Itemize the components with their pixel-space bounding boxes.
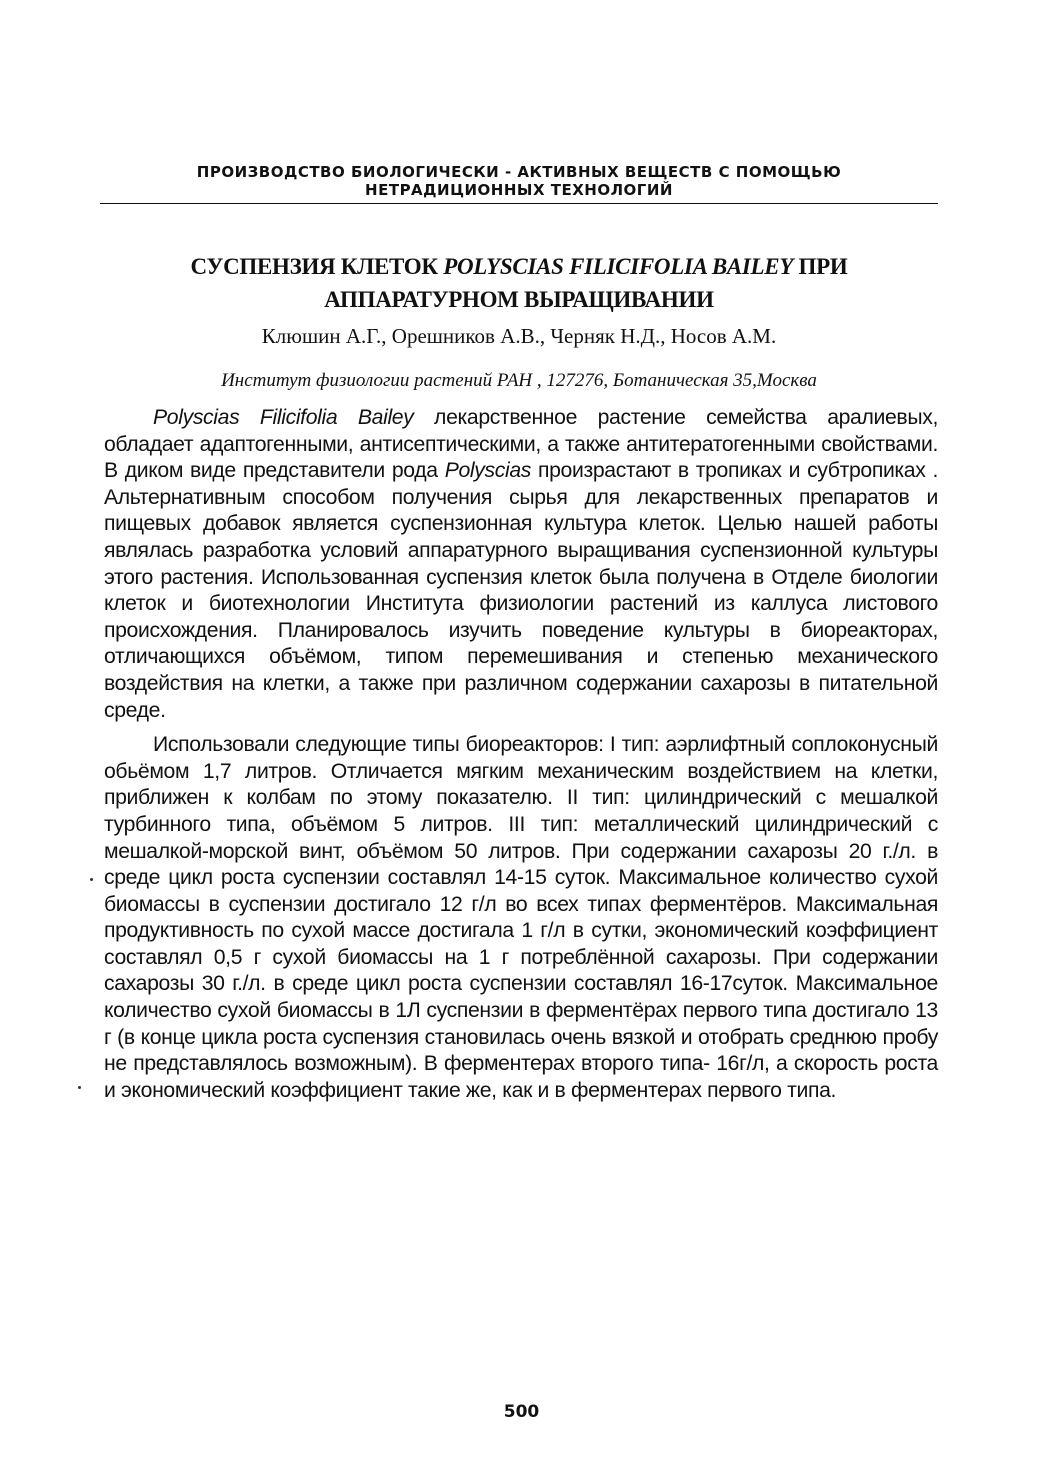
running-header-line-1: ПРОИЗВОДСТВО БИОЛОГИЧЕСКИ - АКТИВНЫХ ВЕЩЕСТВ С ПОМОЩЬЮ [196,163,842,181]
paragraph-2: Использовали следующие типы биореакторов: I тип: аэрлифтный соплоконусный обьёмом 1,7 литров. Отличается мягким механическим воздействием на клетки, приближен к колбам по этому показателю. II тип: цилиндрический с мешалкой турбинного типа, объёмом 5 литров. III тип: металлический цилиндрический с мешалкой-морской винт, объёмом 50 литров. При содержании сахарозы 20 г./л. в среде цикл роста суспензии составлял 14-15 суток. Максимальное количество сухой биомассы в суспензии достигало 12 г/л во всех типах ферментёров. Максимальная продуктивность по сухой массе достигала 1 г/л в сутки, экономический коэффициент составлял 0,5 г сухой биомассы на 1 г потреблённой сахарозы. При содержании сахарозы 30 г./л. в среде цикл роста суспензии составлял 16-17суток. Максимальное количество сухой биомассы в 1Л суспензии в ферментёрах первого типа достигало 13 г (в конце цикла роста суспензия становилась очень вязкой и отобрать среднюю пробу не представлялось возможным). В ферментерах второго типа- 16г/л, а скорость роста и экономический коэффициент такие же, как и в ферментерах первого типа. [104,733,938,1102]
scan-speck [90,878,93,881]
header-divider [100,203,938,204]
running-header-line-2: НЕТРАДИЦИОННЫХ ТЕХНОЛОГИЙ [365,181,673,199]
paragraph-1-text-a: лекарственное растение семейства аралиевых, обладает адаптогенными, антисептическими, а также антитератогенными свойствами. В диком виде представители рода [104,406,938,483]
affiliation: Институт физиологии растений РАН , 127276, Ботаническая 35,Москва [221,370,817,391]
paragraph-1 [104,405,938,724]
paragraph-1-text-b: произрастают в тропиках и субтропиках . Альтернативным способом получения сырья для лекарственных препаратов и пищевых добавок является суспензионная культура клеток. Целью нашей работы являлась разработка условий аппаратурного выращивания суспензионной культуры этого растения. Использованная суспензия клеток была получена в Отделе биологии клеток и биотехнологии Института физиологии растений из каллуса листового происхождения. Планировалось изучить поведение культуры в биореакторах, отличающихся объёмом, типом перемешивания и степенью механического воздействия на клетки, а также при различном содержании сахарозы в питательной среде. [104,459,938,722]
title-species: POLYSCIAS FILICIFOLIA BAILEY [443,254,794,279]
species-name: Polyscias Filicifolia Bailey [153,406,414,429]
authors: Клюшин А.Г., Орешников А.В., Черняк Н.Д., Носов А.М. [261,324,777,348]
title-part-1: СУСПЕНЗИЯ КЛЕТОК [190,254,444,279]
title-line-1 [100,250,938,283]
genus-name: Polyscias [444,459,532,483]
scan-speck [78,1086,81,1089]
page-number: 500 [503,1402,540,1422]
title-line-2: АППАРАТУРНОМ ВЫРАЩИВАНИИ [324,287,714,312]
paper-title [100,250,938,316]
body-text [104,405,938,1112]
title-part-2: ПРИ [793,254,848,279]
running-header [100,163,938,199]
